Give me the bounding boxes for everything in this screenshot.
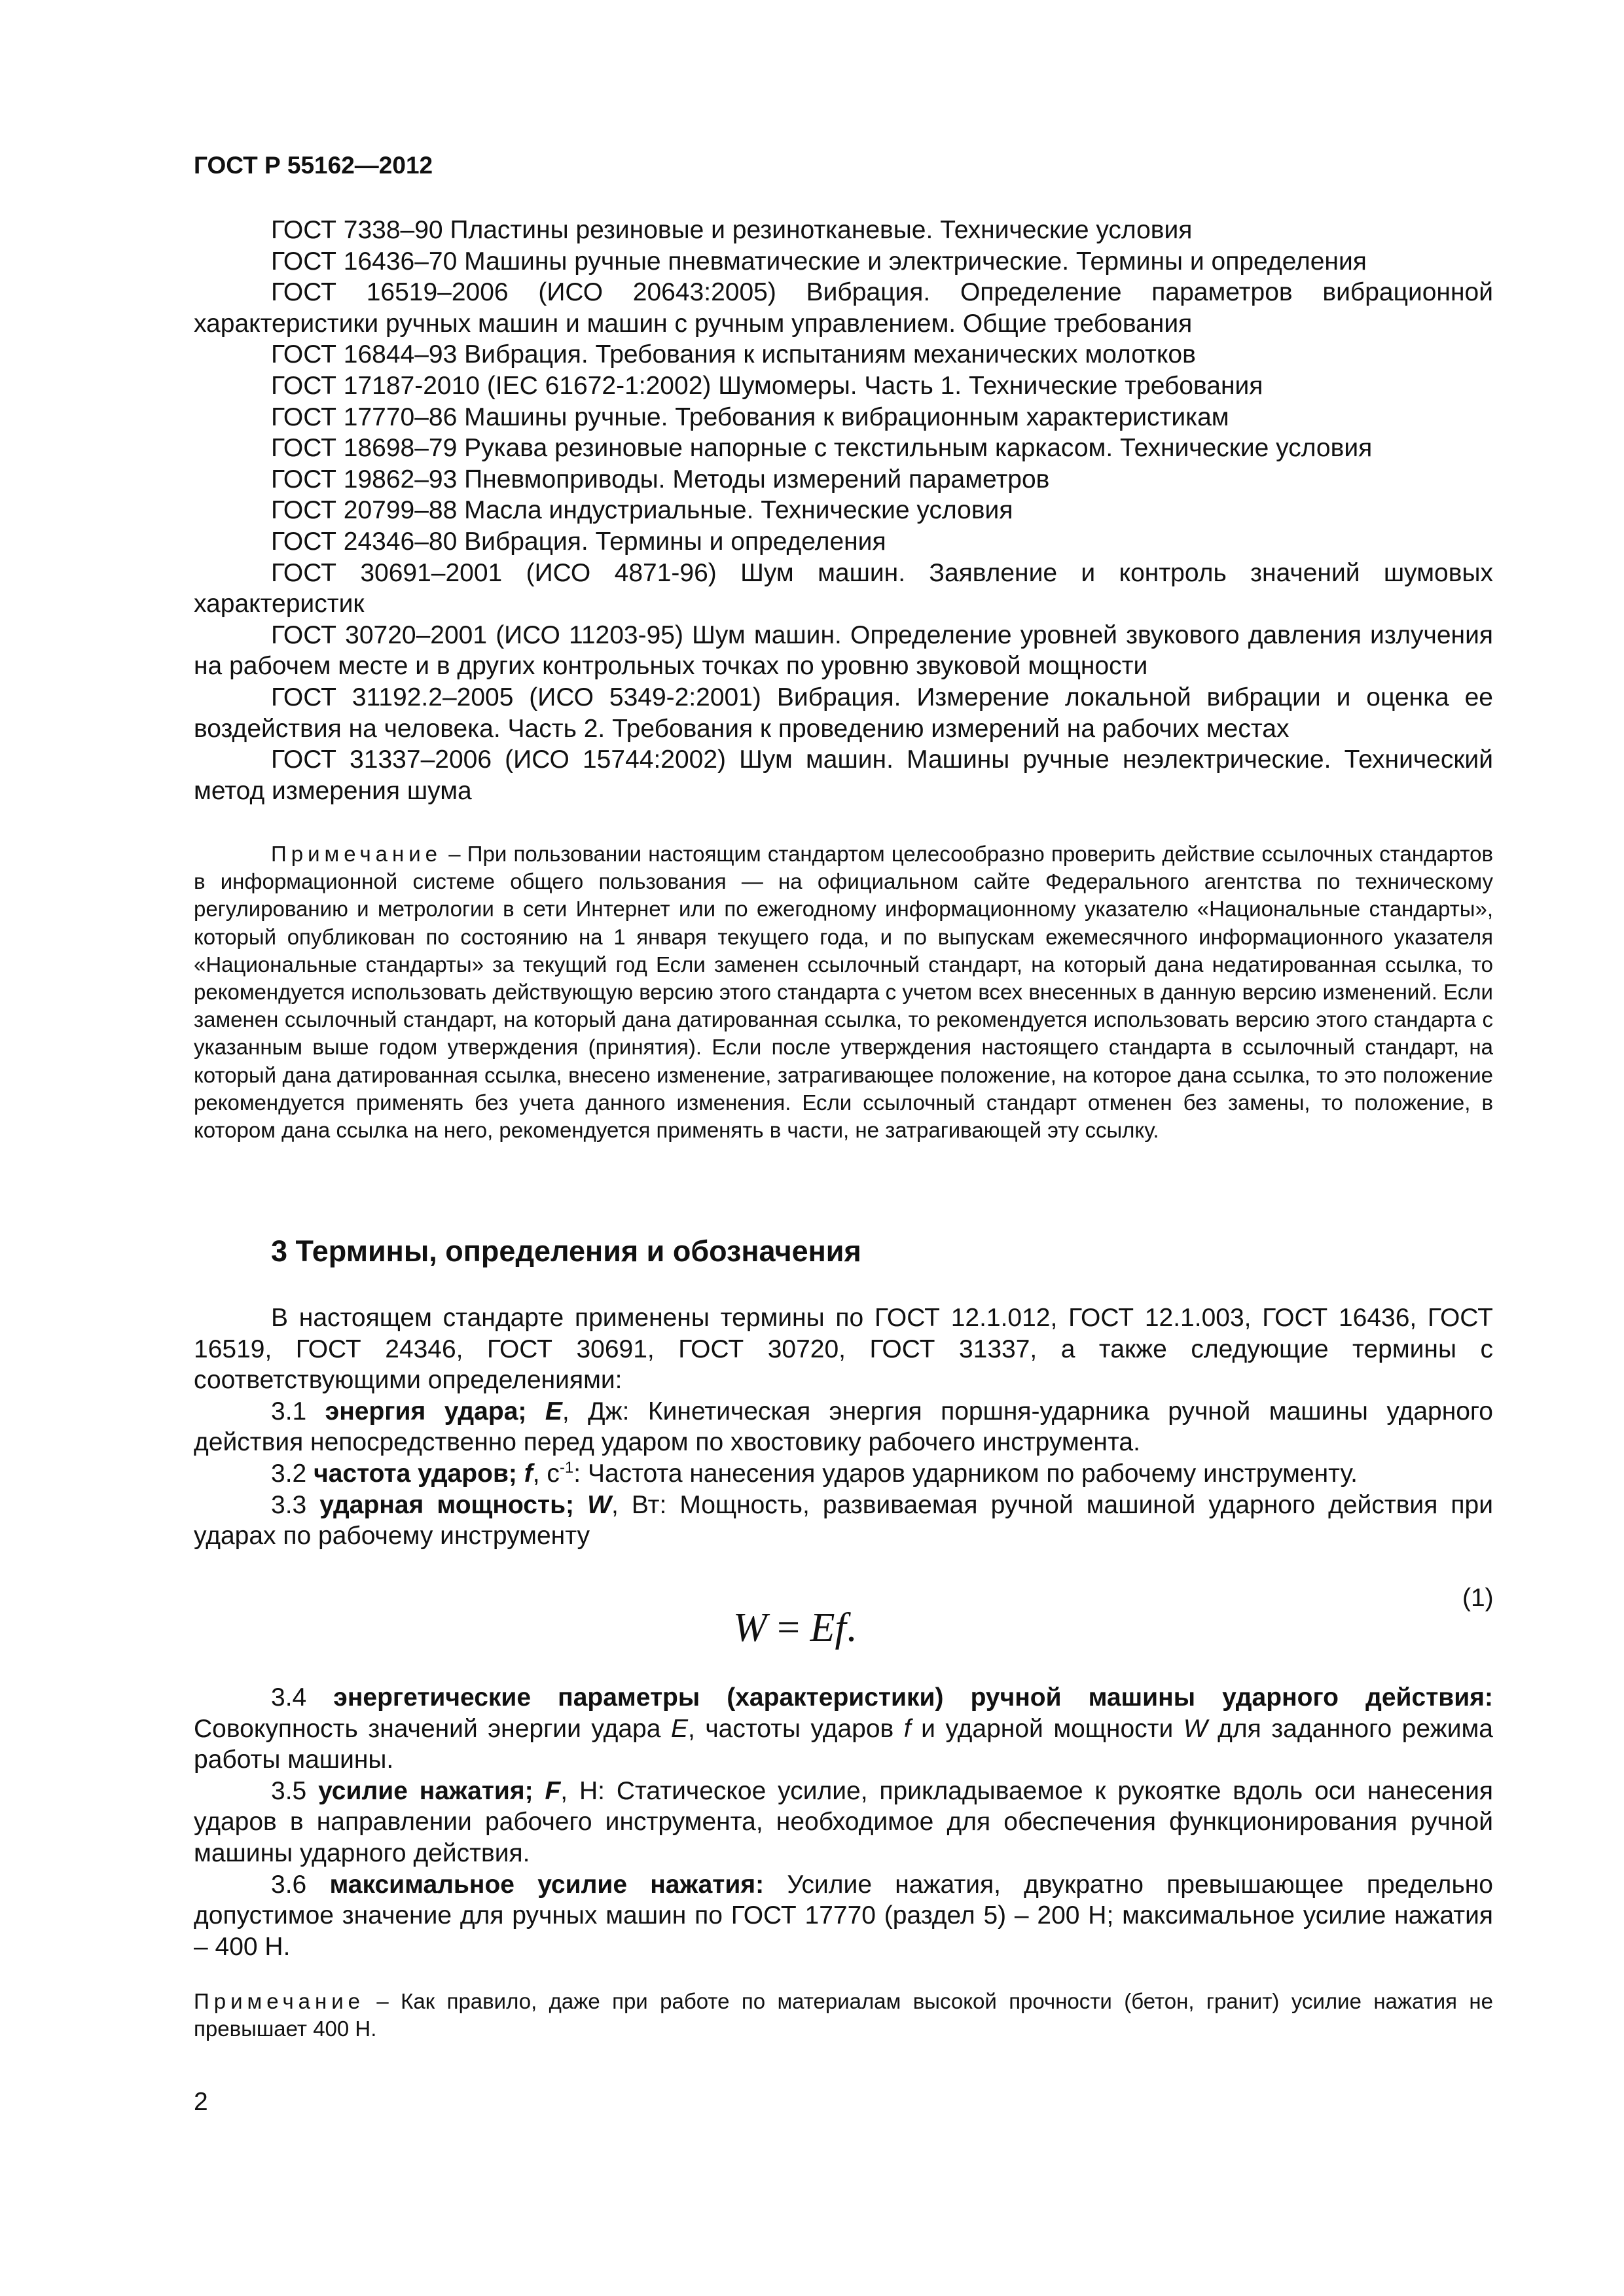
note-label: Примечание xyxy=(271,842,442,866)
section-terms-part2 xyxy=(194,1682,1493,1962)
reference-item: ГОСТ 7338–90 Пластины резиновые и резинотканевые. Технические условия xyxy=(271,216,1193,244)
reference-item: ГОСТ 20799–88 Масла индустриальные. Технические условия xyxy=(271,496,1013,525)
page-number: 2 xyxy=(194,2088,208,2116)
reference-item: ГОСТ 24346–80 Вибрация. Термины и определения xyxy=(271,527,886,556)
document-header: ГОСТ Р 55162—2012 xyxy=(194,152,433,179)
reference-item: ГОСТ 31192.2–2005 (ИСО 5349-2:2001) Вибрация. Измерение локальной вибрации и оценка ее воздействия на человека. Часть 2. Требования к проведению измерений на рабочих местах xyxy=(194,683,1493,743)
section-heading: 3 Термины, определения и обозначения xyxy=(271,1234,861,1268)
reference-item: ГОСТ 30691–2001 (ИСО 4871-96) Шум машин. Заявление и контроль значений шумовых характеристик xyxy=(194,558,1493,619)
reference-item: ГОСТ 19862–93 Пневмоприводы. Методы измерений параметров xyxy=(271,465,1050,493)
term-3-5: 3.5 усилие нажатия; F, Н: Статическое усилие, прикладываемое к рукоятке вдоль оси нанесения ударов в направлении рабочего инструмента, необходимое для обеспечения функционирования ручной машины ударного действия. xyxy=(194,1776,1493,1867)
note-label: Примечание xyxy=(194,1989,365,2013)
reference-item: ГОСТ 16519–2006 (ИСО 20643:2005) Вибрация. Определение параметров вибрационной характеристики ручных машин и машин с ручным управлением. Общие требования xyxy=(194,278,1493,338)
reference-item: ГОСТ 16844–93 Вибрация. Требования к испытаниям механических молотков xyxy=(271,340,1196,369)
section-intro: В настоящем стандарте применены термины по ГОСТ 12.1.012, ГОСТ 12.1.003, ГОСТ 16436, ГОСТ 16519, ГОСТ 24346, ГОСТ 30691, ГОСТ 30720, ГОСТ 31337, а также следующие термины с соответствующими определениями: xyxy=(194,1304,1493,1395)
reference-item: ГОСТ 17770–86 Машины ручные. Требования к вибрационным характеристикам xyxy=(271,403,1229,431)
note-pressing-force xyxy=(194,1988,1493,2043)
note-references xyxy=(194,840,1493,1144)
reference-item: ГОСТ 17187-2010 (IEC 61672-1:2002) Шумомеры. Часть 1. Технические требования xyxy=(271,371,1263,400)
term-3-3: 3.3 ударная мощность; W, Вт: Мощность, развиваемая ручной машиной ударного действия при ударах по рабочему инструменту xyxy=(194,1490,1493,1551)
reference-item: ГОСТ 16436–70 Машины ручные пневматические и электрические. Термины и определения xyxy=(271,247,1367,276)
formula-1: W = Ef. xyxy=(733,1605,857,1650)
formula-number: (1) xyxy=(1462,1584,1494,1612)
note-text: – Как правило, даже при работе по материалам высокой прочности (бетон, гранит) усилие нажатия не превышает 400 Н. xyxy=(194,1989,1493,2041)
reference-item: ГОСТ 30720–2001 (ИСО 11203-95) Шум машин. Определение уровней звукового давления излучения на рабочем месте и в других контрольных точках по уровню звуковой мощности xyxy=(194,620,1493,681)
section-terms-part1 xyxy=(194,1302,1493,1552)
reference-item: ГОСТ 31337–2006 (ИСО 15744:2002) Шум машин. Машины ручные неэлектрические. Технический метод измерения шума xyxy=(194,745,1493,805)
references-list xyxy=(194,215,1493,806)
term-3-4: 3.4 энергетические параметры (характеристики) ручной машины ударного действия: Совокупность значений энергии удара E, частоты ударов f и ударной мощности W для заданного режима работы машины. xyxy=(194,1683,1493,1774)
note-text: – При пользовании настоящим стандартом целесообразно проверить действие ссылочных стандартов в информационной системе общего пользования — на официальном сайте Федерального агентства по техническому регулированию и метрологии в сети Интернет или по ежегодному информационному указателю «Национальные стандарты», который опубликован по состоянию на 1 января текущего года, и по выпускам ежемесячного информационного указателя «Национальные стандарты» за текущий год Если заменен ссылочный стандарт, на который дана недатированная ссылка, то рекомендуется использовать действующую версию этого стандарта с учетом всех внесенных в данную версию изменений. Если заменен ссылочный стандарт, на который дана датированная ссылка, то рекомендуется использовать версию этого стандарта с указанным выше годом утверждения (принятия). Если после утверждения настоящего стандарта в ссылочный стандарт, на который дана датированная ссылка, внесено изменение, затрагивающее положение, на которое дана ссылка, то это положение рекомендуется применять без учета данного изменения. Если ссылочный стандарт отменен без замены, то положение, в котором дана ссылка на него, рекомендуется применять в части, не затрагивающей эту ссылку. xyxy=(194,842,1493,1143)
reference-item: ГОСТ 18698–79 Рукава резиновые напорные с текстильным каркасом. Технические условия xyxy=(271,434,1373,463)
term-3-6: 3.6 максимальное усилие нажатия: Усилие нажатия, двукратно превышающее предельно допустимое значение для ручных машин по ГОСТ 17770 (раздел 5) – 200 Н; максимальное усилие нажатия – 400 Н. xyxy=(194,1870,1493,1961)
term-3-2: 3.2 частота ударов; f, $с^{-1}$: Частота нанесения ударов ударником по рабочему инструменту. xyxy=(271,1458,1358,1488)
term-3-1: 3.1 энергия удара; E, Дж: Кинетическая энергия поршня-ударника ручной машины ударного действия непосредственно перед ударом по хвостовику рабочего инструмента. xyxy=(194,1397,1493,1457)
